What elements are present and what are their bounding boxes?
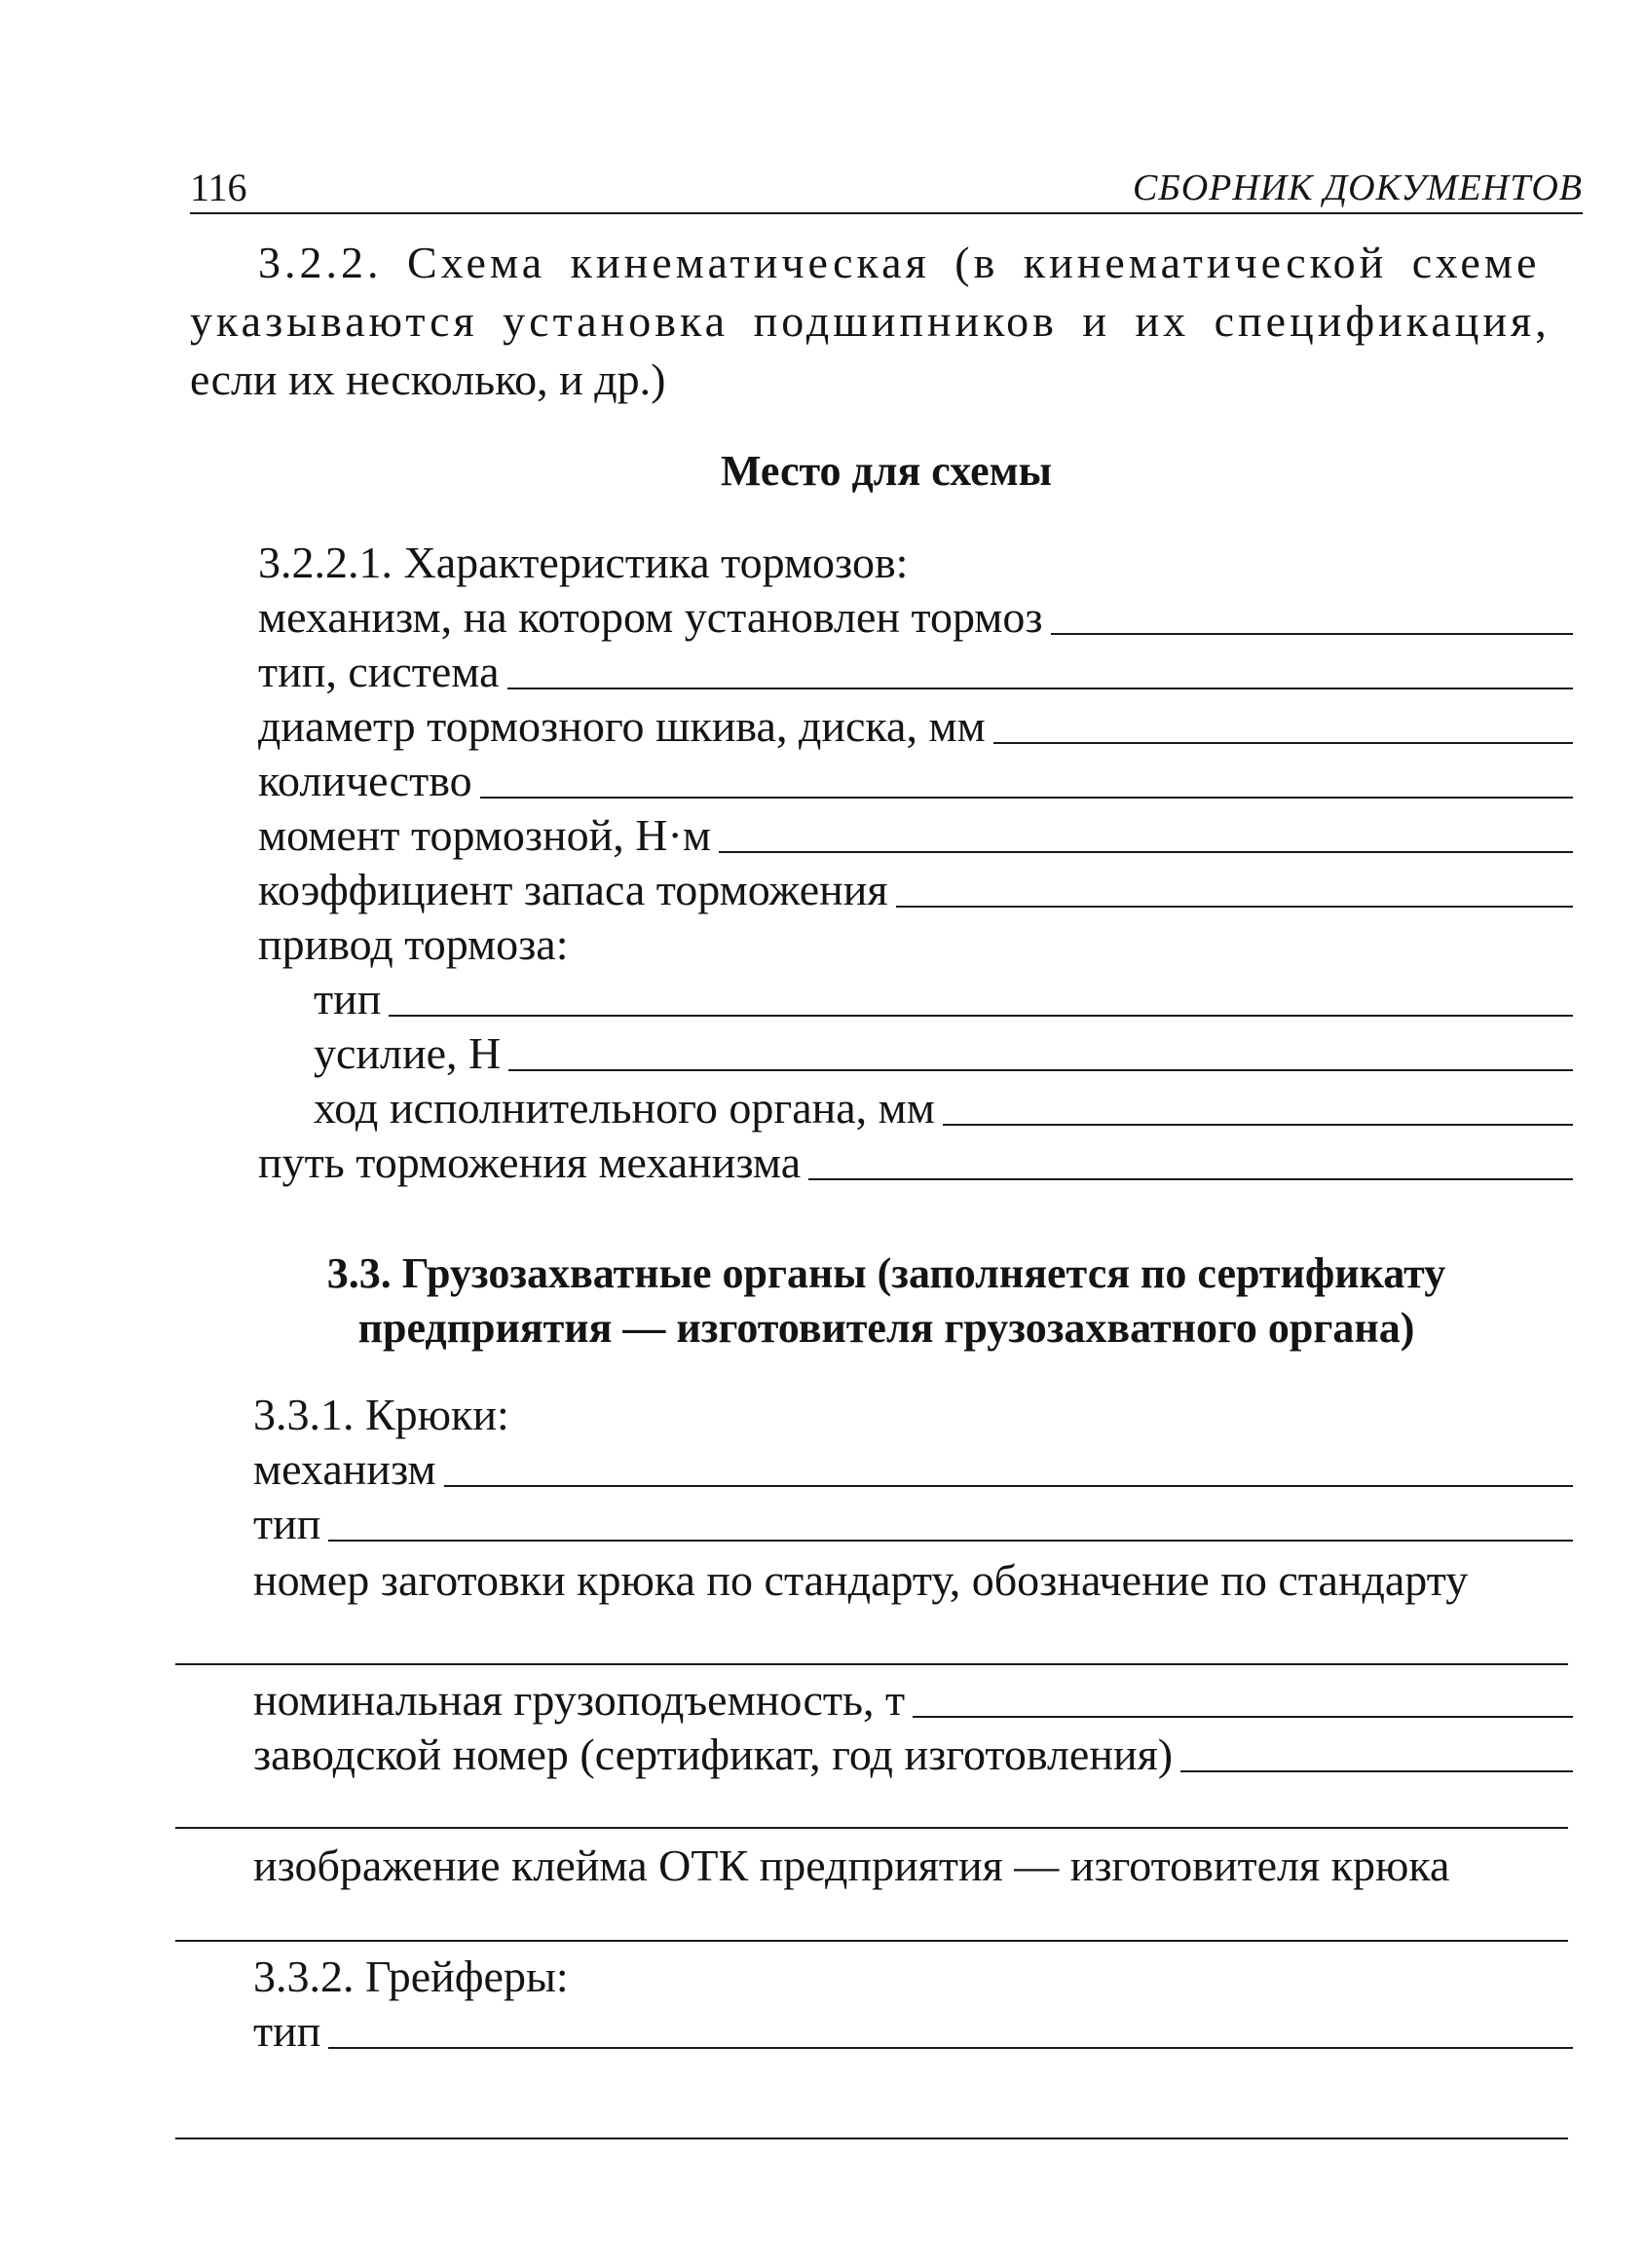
hooks-heading: 3.3.1. Крюки: <box>253 1390 509 1439</box>
brakes-heading: 3.2.2.1. Характеристика тормозов: <box>258 538 909 587</box>
brake-force-label: усилие, Н <box>314 1028 502 1078</box>
grab-type-extra-blank[interactable] <box>175 2138 1568 2139</box>
brake-moment-blank[interactable] <box>719 851 1573 853</box>
section-3-3-title-line-2: предприятия — изготовителя грузозахватного органа) <box>357 1304 1415 1352</box>
hook-blank-number-label: номер заготовки крюка по стандарту, обозначение по стандарту <box>253 1555 1469 1605</box>
hook-serial-field <box>253 1728 1573 1782</box>
hook-mechanism-label: механизм <box>253 1444 436 1494</box>
hook-capacity-label: номинальная грузоподъемность, т <box>253 1675 906 1725</box>
brake-drive-type-label: тип <box>314 974 382 1023</box>
scheme-placeholder: Место для схемы <box>720 447 1053 495</box>
brake-force-field <box>314 1026 1573 1081</box>
hook-type-field <box>253 1497 1573 1551</box>
header-rule <box>190 212 1583 214</box>
brake-coefficient-blank[interactable] <box>896 906 1573 908</box>
brake-type-system-label: тип, система <box>258 647 500 696</box>
hook-type-blank[interactable] <box>328 1540 1573 1542</box>
brake-force-blank[interactable] <box>508 1069 1573 1071</box>
brake-diameter-label: диаметр тормозного шкива, диска, мм <box>258 701 986 751</box>
section-3-3-title-line-1: 3.3. Грузозахватные органы (заполняется по сертификату <box>326 1249 1446 1297</box>
grabs-heading: 3.3.2. Грейферы: <box>253 1952 569 2001</box>
brake-diameter-field <box>258 699 1573 754</box>
section-3-2-2-line-1: 3.2.2. Схема кинематическая (в кинематической схеме <box>258 238 1541 287</box>
brake-diameter-blank[interactable] <box>993 742 1573 744</box>
section-3-2-2-paragraph <box>190 234 1583 409</box>
hook-capacity-blank[interactable] <box>913 1716 1573 1718</box>
brake-drive-label: привод тормоза: <box>258 919 569 969</box>
hook-type-label: тип <box>253 1499 321 1548</box>
brake-path-label: путь торможения механизма <box>258 1137 802 1187</box>
grab-type-blank[interactable] <box>328 2047 1573 2049</box>
brake-mechanism-label: механизм, на котором установлен тормоз <box>258 592 1043 642</box>
brake-stroke-label: ход исполнительного органа, мм <box>314 1083 935 1133</box>
hook-mechanism-field <box>253 1442 1573 1497</box>
brake-drive-type-blank[interactable] <box>389 1015 1573 1017</box>
section-3-3-title <box>190 1246 1583 1356</box>
brake-drive-type-field <box>314 972 1573 1026</box>
brake-quantity-field <box>258 754 1573 808</box>
brake-moment-field <box>258 808 1573 863</box>
brake-mechanism-field <box>258 590 1573 645</box>
brake-coefficient-field <box>258 863 1573 917</box>
hook-mechanism-blank[interactable] <box>444 1485 1573 1487</box>
brake-stroke-field <box>314 1081 1573 1135</box>
brake-moment-label: момент тормозной, Н·м <box>258 810 711 860</box>
brake-mechanism-blank[interactable] <box>1051 633 1573 635</box>
hook-blank-number-blank[interactable] <box>175 1663 1568 1665</box>
section-3-2-2-line-2: указываются установка подшипников и их спецификация, <box>190 296 1551 346</box>
hook-serial-blank[interactable] <box>1180 1770 1573 1772</box>
section-3-2-2-line-3: если их несколько, и др.) <box>190 354 666 404</box>
grab-type-field <box>253 2004 1573 2059</box>
brake-type-system-blank[interactable] <box>507 688 1573 689</box>
brake-path-blank[interactable] <box>808 1178 1573 1180</box>
brake-path-field <box>258 1135 1573 1190</box>
grab-type-label: тип <box>253 2006 321 2056</box>
brake-stroke-blank[interactable] <box>943 1124 1573 1126</box>
brake-coefficient-label: коэффициент запаса торможения <box>258 865 888 914</box>
page-number: 116 <box>190 166 247 209</box>
brake-quantity-label: количество <box>258 756 472 805</box>
page-header <box>190 164 1583 212</box>
brake-quantity-blank[interactable] <box>480 797 1573 799</box>
running-title: СБОРНИК ДОКУМЕНТОВ <box>1132 167 1583 208</box>
hook-serial-extra-blank[interactable] <box>175 1827 1568 1829</box>
hook-stamp-blank[interactable] <box>175 1940 1568 1942</box>
hook-serial-label: заводской номер (сертификат, год изготовления) <box>253 1729 1174 1779</box>
hook-stamp-label: изображение клейма ОТК предприятия — изготовителя крюка <box>253 1840 1450 1890</box>
brake-type-system-field <box>258 645 1573 699</box>
hook-capacity-field <box>253 1673 1573 1728</box>
